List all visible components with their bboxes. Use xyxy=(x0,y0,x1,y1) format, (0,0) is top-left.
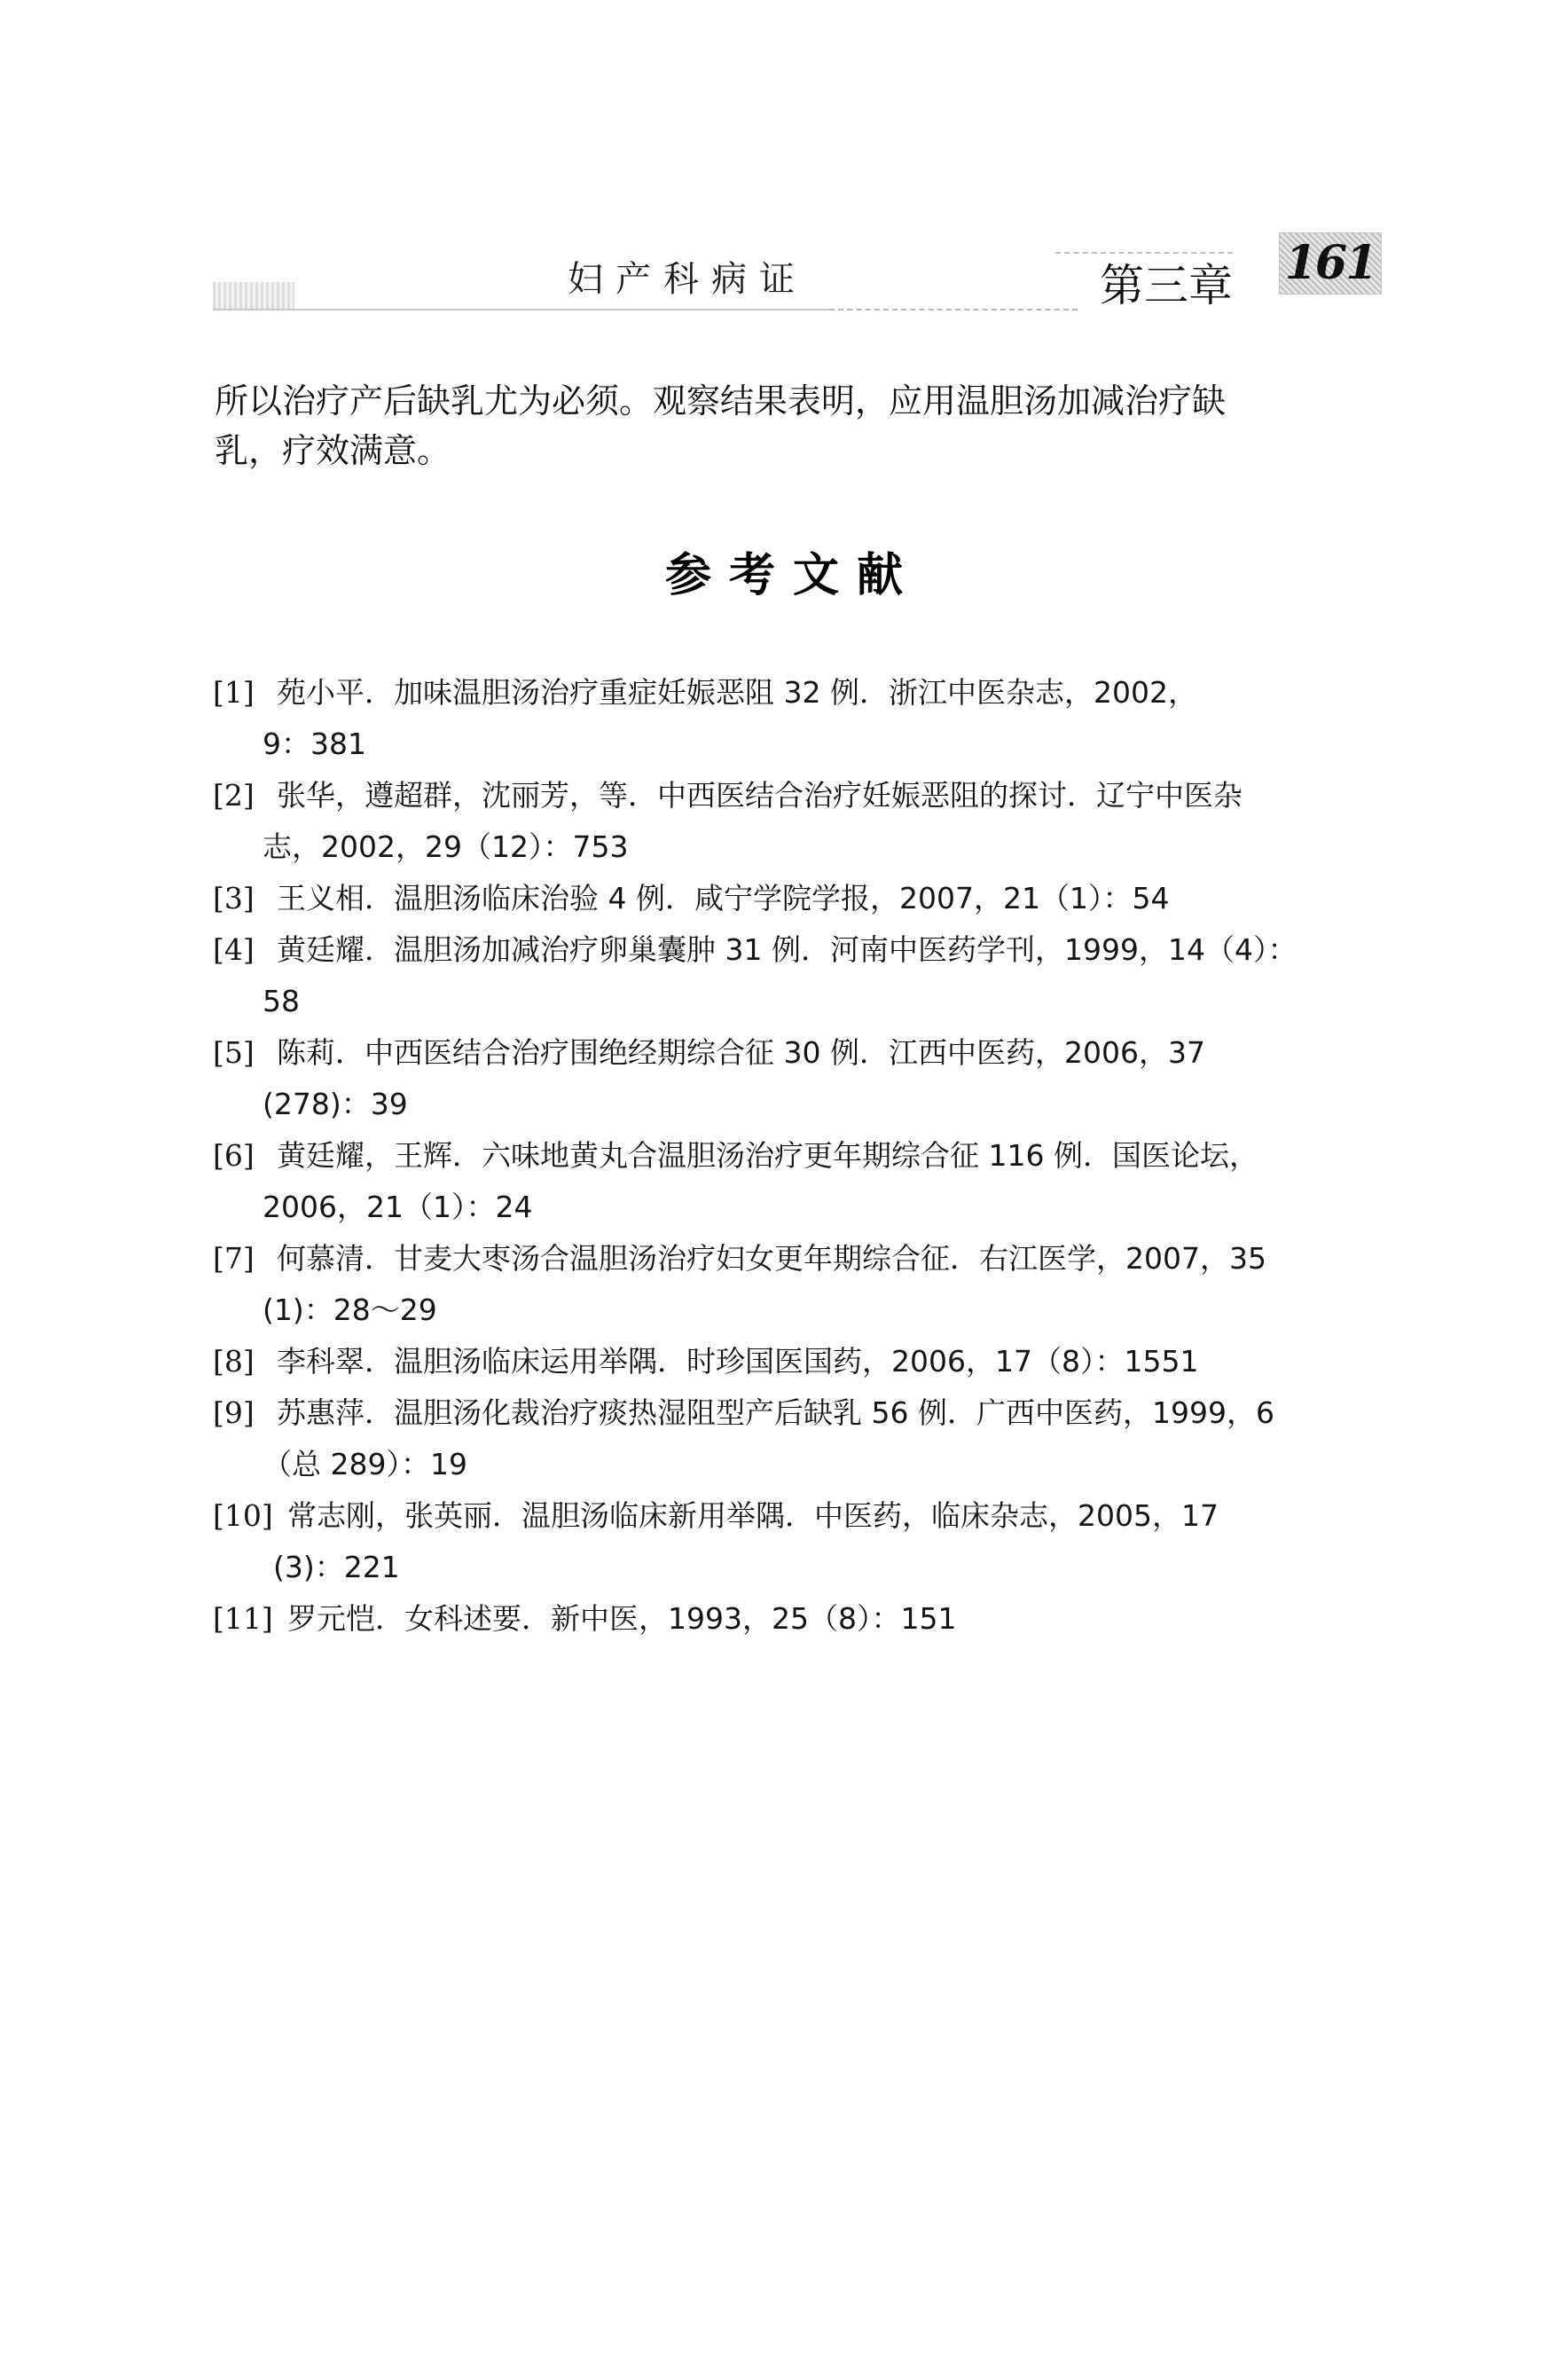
reference-text-continued: (3)：221 xyxy=(273,1550,400,1584)
paragraph-line: 乳，疗效满意。 xyxy=(215,431,451,470)
reference-text-continued: 58 xyxy=(263,984,300,1018)
paragraph-line: 所以治疗产后缺乳尤为必须。观察结果表明，应用温胆汤加减治疗缺 xyxy=(215,381,1227,420)
header-rule-top xyxy=(1055,252,1233,254)
reference-text-continued: （总 289）：19 xyxy=(263,1447,467,1481)
reference-number: [9] xyxy=(213,1395,255,1430)
reference-text: 苏惠萍．温胆汤化裁治疗痰热湿阻型产后缺乳 56 例．广西中医药，1999，6 xyxy=(277,1395,1274,1430)
reference-text: 黄廷耀．温胆汤加减治疗卵巢囊肿 31 例．河南中医药学刊，1999，14（4）： xyxy=(277,932,1298,967)
reference-text: 何慕清．甘麦大枣汤合温胆汤治疗妇女更年期综合征．右江医学，2007，35 xyxy=(277,1241,1266,1276)
reference-number: [8] xyxy=(213,1344,255,1379)
reference-list xyxy=(213,667,1375,1645)
reference-text-continued: (1)：28～29 xyxy=(263,1292,437,1327)
reference-text: 罗元恺．女科述要．新中医，1993，25（8）：151 xyxy=(287,1601,957,1636)
reference-item xyxy=(213,1027,1375,1130)
reference-number: [2] xyxy=(213,778,255,813)
reference-item xyxy=(213,1336,1375,1387)
reference-number: [10] xyxy=(213,1498,273,1533)
reference-text-continued: 9：381 xyxy=(263,727,366,761)
reference-text-continued: 志，2002，29（12）：753 xyxy=(263,829,629,864)
body-paragraph xyxy=(215,376,1385,475)
reference-number: [3] xyxy=(213,881,255,915)
reference-item xyxy=(213,1387,1375,1490)
page-number-badge xyxy=(1279,232,1382,295)
reference-item xyxy=(213,1130,1375,1233)
reference-text: 常志刚，张英丽．温胆汤临床新用举隅．中医药，临床杂志，2005，17 xyxy=(287,1498,1219,1533)
reference-number: [11] xyxy=(213,1601,273,1636)
reference-item xyxy=(213,667,1375,770)
reference-item xyxy=(213,1233,1375,1336)
reference-item xyxy=(213,924,1375,1027)
reference-text: 李科翠．温胆汤临床运用举隅．时珍国医国药，2006，17（8）：1551 xyxy=(277,1344,1199,1379)
publisher-mark-icon xyxy=(213,282,294,309)
reference-text: 陈莉．中西医结合治疗围绝经期综合征 30 例．江西中医药，2006，37 xyxy=(277,1035,1205,1070)
reference-text-continued: (278)：39 xyxy=(263,1087,408,1121)
reference-item xyxy=(213,1593,1375,1645)
reference-item xyxy=(213,1490,1375,1593)
reference-text: 苑小平．加味温胆汤治疗重症妊娠恶阻 32 例．浙江中医杂志，2002， xyxy=(277,675,1197,710)
reference-text: 王义相．温胆汤临床治验 4 例．咸宁学院学报，2007，21（1）：54 xyxy=(277,881,1170,915)
running-header-title: 妇产科病证 xyxy=(568,259,807,300)
reference-text-continued: 2006，21（1）：24 xyxy=(263,1190,533,1224)
page-number: 161 xyxy=(1284,236,1376,290)
references-heading: 参考文献 xyxy=(664,548,921,602)
reference-number: [4] xyxy=(213,932,255,967)
reference-number: [5] xyxy=(213,1035,255,1070)
reference-number: [7] xyxy=(213,1241,255,1276)
reference-item xyxy=(213,770,1375,873)
reference-number: [6] xyxy=(213,1138,255,1173)
reference-text: 张华，遵超群，沈丽芳，等．中西医结合治疗妊娠恶阻的探讨．辽宁中医杂 xyxy=(277,778,1243,813)
chapter-label: 第三章 xyxy=(1100,260,1233,311)
header-rule-dashed xyxy=(829,309,1078,310)
reference-text: 黄廷耀，王辉．六味地黄丸合温胆汤治疗更年期综合征 116 例．国医论坛， xyxy=(277,1138,1258,1173)
header-rule xyxy=(213,309,834,310)
reference-number: [1] xyxy=(213,675,255,710)
reference-item xyxy=(213,873,1375,924)
